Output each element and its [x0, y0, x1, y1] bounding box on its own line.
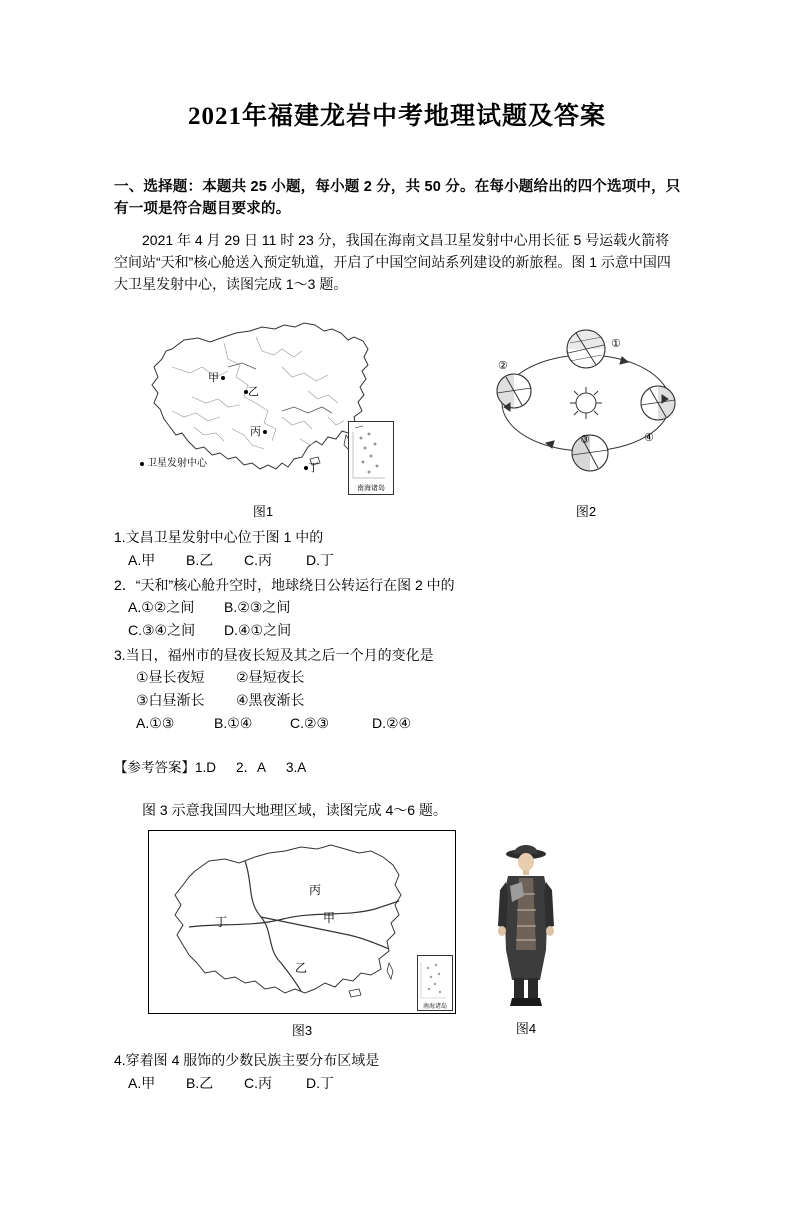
answer-item-3: 3.A	[286, 760, 307, 776]
inset-svg	[349, 422, 391, 492]
region-label-yi	[295, 959, 307, 976]
q3-option-a[interactable]: A.①③	[136, 714, 175, 731]
region-label-bing	[309, 881, 321, 898]
section-heading-1: 一、选择题：本题共 25 小题，每小题 2 分，共 50 分。在每小题给出的四个选项中，只有一项是符合题目要求的。	[114, 179, 681, 218]
region-label-ding	[215, 913, 227, 930]
map-legend	[140, 454, 207, 469]
question-1-stem: 1.文昌卫星发射中心位于图 1 中的	[114, 529, 324, 546]
china-regions-map	[148, 830, 456, 1014]
inset-label: 南海诸岛	[357, 485, 385, 493]
earth-position-3	[572, 435, 608, 471]
region-label-jia-text: 甲	[323, 911, 336, 926]
map-marker-ding	[302, 459, 319, 475]
q3-statement-3: ③白昼渐长	[136, 691, 205, 708]
reference-answer-block	[114, 756, 682, 776]
q3-statement-4: ④黑夜渐长	[236, 691, 305, 708]
q2-option-b[interactable]: B.②③之间	[224, 599, 291, 616]
figure-3-block	[148, 830, 456, 1039]
south-sea-islands-inset	[348, 421, 394, 495]
map-marker-bing-label: 丙	[250, 426, 261, 439]
map-marker-yi-label: 乙	[248, 386, 259, 399]
question-3-statements-line2	[114, 689, 682, 712]
revolution-svg	[486, 307, 686, 499]
tibetan-costume-photo	[478, 830, 574, 1012]
regions-map-svg	[149, 831, 453, 1011]
page-title: 2021年福建龙岩中考地理试题及答案	[187, 103, 606, 130]
question-2-stem: 2．“天和”核心舱升空时，地球绕日公转运行在图 2 中的	[114, 576, 455, 593]
region-label-bing-text: 丙	[309, 883, 322, 898]
question-2-options-line2	[114, 619, 682, 642]
figure-4-block	[478, 830, 574, 1037]
region-label-yi-text: 乙	[295, 961, 308, 976]
figure-row-2	[148, 830, 682, 1039]
map-marker-jia-label: 甲	[208, 372, 219, 385]
q2-option-a[interactable]: A.①②之间	[128, 599, 195, 616]
q1-option-b[interactable]: B.乙	[186, 551, 214, 568]
question-3-stem: 3.当日，福州市的昼夜长短及其之后一个月的变化是	[114, 646, 434, 663]
map-legend-label: 卫星发射中心	[147, 458, 207, 470]
document-page	[0, 96, 794, 1219]
section-1-intro: 2021 年 4 月 29 日 11 时 23 分，我国在海南文昌卫星发射中心用长征 5 号运载火箭将空间站“天和”核心舱送入预定轨道，开启了中国空间站系列建设的新旅程。图 1 示意中国四大卫星发射中心，读图完成 1～3 题。	[114, 231, 671, 293]
section-2-intro: 图 3 示意我国四大地理区域，读图完成 4～6 题。	[142, 802, 447, 819]
reference-answer-label: 【参考答案】	[114, 760, 195, 776]
q4-option-c[interactable]: C.丙	[244, 1074, 272, 1091]
answer-item-2: 2．A	[236, 760, 267, 776]
region-label-ding-text: 丁	[215, 915, 228, 930]
person-photo-svg	[478, 830, 574, 1012]
question-3-statements-line1	[114, 666, 682, 689]
earth-position-2	[497, 374, 531, 408]
question-2-options	[114, 596, 682, 619]
figure-1-caption: 图1	[252, 504, 274, 520]
answer-item-1: 1.D	[195, 760, 217, 776]
sun-icon	[570, 387, 602, 419]
q1-option-c[interactable]: C.丙	[244, 551, 272, 568]
position-label-3: ③	[580, 434, 590, 447]
q1-option-d[interactable]: D.丁	[306, 551, 334, 568]
q4-option-b[interactable]: B.乙	[186, 1074, 214, 1091]
q3-statement-2: ②昼短夜长	[236, 669, 305, 686]
q2-option-c[interactable]: C.③④之间	[128, 621, 196, 638]
figure-3-caption: 图3	[291, 1023, 313, 1039]
earth-position-4	[641, 386, 675, 420]
figure-1-block	[132, 307, 394, 520]
map-marker-yi	[242, 383, 259, 399]
position-label-4: ④	[644, 432, 654, 445]
earth-revolution-diagram	[486, 307, 686, 499]
position-label-1: ①	[611, 338, 621, 351]
south-sea-islands-inset-3	[417, 955, 453, 1011]
question-1-options	[114, 549, 682, 572]
q4-option-a[interactable]: A.甲	[128, 1074, 156, 1091]
map-marker-bing	[250, 423, 267, 439]
q3-option-b[interactable]: B.①④	[214, 714, 253, 731]
figure-2-block	[486, 307, 686, 520]
map-marker-dot-icon	[221, 376, 225, 380]
question-3-options	[114, 712, 682, 735]
region-label-jia	[323, 909, 335, 926]
question-4-options	[114, 1072, 682, 1095]
figure-row-1	[132, 307, 682, 520]
earth-position-1	[567, 330, 605, 368]
question-4-stem: 4.穿着图 4 服饰的少数民族主要分布区域是	[114, 1052, 380, 1069]
map-marker-ding-label: 丁	[308, 462, 319, 475]
china-satellite-map	[132, 307, 394, 499]
q3-option-c[interactable]: C.②③	[290, 714, 330, 731]
q1-option-a[interactable]: A.甲	[128, 551, 156, 568]
document-body	[114, 176, 682, 1095]
q3-statement-1: ①昼长夜短	[136, 669, 205, 686]
legend-dot-icon	[140, 462, 144, 466]
map-marker-dot-icon	[263, 430, 267, 434]
map-marker-jia	[208, 369, 225, 385]
q2-option-d[interactable]: D.④①之间	[224, 621, 292, 638]
q3-option-d[interactable]: D.②④	[372, 714, 412, 731]
inset-3-label: 南海诸岛	[422, 1004, 447, 1011]
q4-option-d[interactable]: D.丁	[306, 1074, 334, 1091]
figure-2-caption: 图2	[575, 504, 597, 520]
figure-4-caption: 图4	[515, 1021, 537, 1037]
position-label-2: ②	[498, 360, 508, 373]
